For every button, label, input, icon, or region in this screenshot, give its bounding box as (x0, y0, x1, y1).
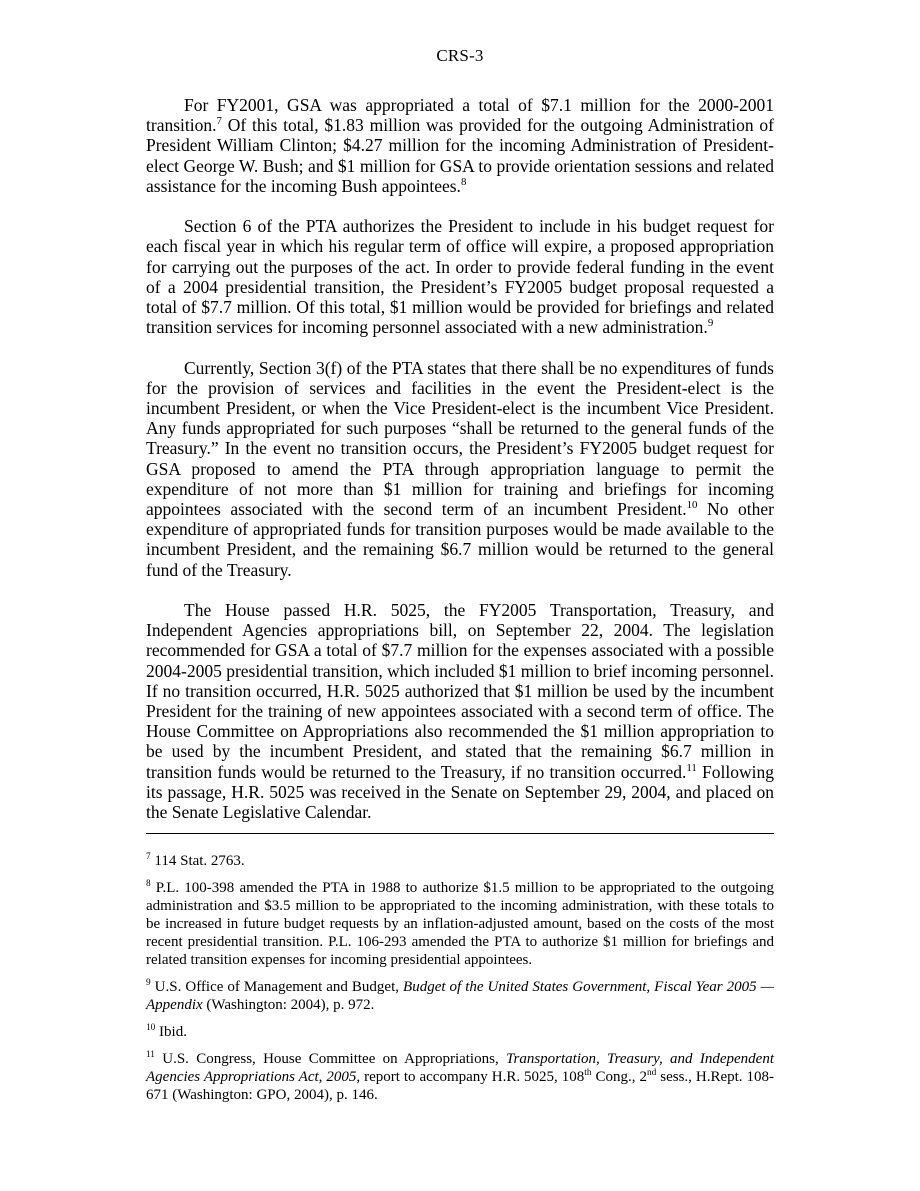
footnote-ref-8: 8 (460, 175, 467, 188)
paragraph-fy2001: For FY2001, GSA was appropriated a total of $7.1 million for the 2000-2001 transition.$^7$ Of this total, $1.83 million was provided for the outgoing Administration of President William Clinton; $4.27 million for the incoming Administration of President-elect George W. Bush; and $1 million for GSA to provide orientation sessions and related assistance for the incoming Bush appointees.$^8$ (146, 95, 774, 196)
footnote-ref-9: 9 (707, 317, 714, 330)
page-header: CRS-3 (436, 46, 484, 65)
footnote-9: $^9$ U.S. Office of Management and Budget, Budget of the United States Government, Fiscal Year 2005 — Appendix (Washington: 2004), p. 972. (146, 978, 774, 1013)
paragraph-section-3f: Currently, Section 3(f) of the PTA states that there shall be no expenditures of funds for the provision of services and facilities in the event the President-elect is the incumbent President, or when the Vice President-elect is the incumbent Vice President. Any funds appropriated for such purposes “shall be returned to the general funds of the Treasury.” In the event no transition occurs, the President’s FY2005 budget request for GSA proposed to amend the PTA through appropriation language to permit the expenditure of not more than $1 million for training and briefings for incoming appointees associated with the second term of an incumbent President.$^{10}$ No other expenditure of appropriated funds for transition purposes would be made available to the incumbent President, and the remaining $6.7 million would be returned to the general fund of the Treasury. (146, 357, 774, 580)
body-text (146, 95, 774, 842)
footnote-ref-10: 10 (686, 499, 698, 512)
paragraph-section-6: Section 6 of the PTA authorizes the President to include in his budget request for each fiscal year in which his regular term of office will expire, a proposed appropriation for carrying out the purposes of the act. In order to provide federal funding in the event of a 2004 presidential transition, the President’s FY2005 budget proposal requested a total of $7.7 million. Of this total, $1 million would be provided for briefings and related transition services for incoming personnel associated with a new administration.$^9$ (146, 216, 774, 338)
footnote-ref-11: 11 (686, 761, 697, 774)
footnotes (146, 852, 774, 1113)
footnote-11: $^{11}$ U.S. Congress, House Committee on Appropriations, Transportation, Treasury, and Independent Agencies Appropriations Act, 2005, report to accompany H.R. 5025, 108th Cong., 2nd sess., H.Rept. 108-671 (Washington: GPO, 2004), p. 146. (146, 1050, 774, 1103)
footnote-8: $^8$ P.L. 100-398 amended the PTA in 1988 to authorize $1.5 million to be appropriated to the outgoing administration and $3.5 million to be appropriated to the incoming administration, with these totals to be increased in future budget requests by an inflation-adjusted amount, based on the costs of the most recent presidential transition. P.L. 106-293 amended the PTA to authorize $1 million for briefings and related transition expenses for incoming presidential appointees. (146, 879, 774, 968)
footnote-7: $^7$ 114 Stat. 2763. (146, 852, 245, 869)
footnote-11-title: Transportation, Treasury, and Independent Agencies Appropriations Act, 2005, (146, 1051, 774, 1085)
paragraph-hr5025: The House passed H.R. 5025, the FY2005 Transportation, Treasury, and Independent Agencies appropriations bill, on September 22, 2004. The legislation recommended for GSA a total of $7.7 million for the expenses associated with a possible 2004-2005 presidential transition, which included $1 million to brief incoming personnel. If no transition occurred, H.R. 5025 authorized that $1 million be used by the incumbent President for the training of new appointees associated with a second term of office. The House Committee on Appropriations also recommended the $1 million appropriation to be used by the incumbent President, and stated that the remaining $6.7 million in transition funds would be returned to the Treasury, if no transition occurred.$^{11}$ Following its passage, H.R. 5025 was received in the Senate on September 29, 2004, and placed on the Senate Legislative Calendar. (146, 600, 774, 823)
footnote-10: $^{10}$ Ibid. (146, 1023, 187, 1040)
footnote-ref-7: 7 (216, 115, 222, 128)
footnote-9-title: Budget of the United States Government, Fiscal Year 2005 — Appendix (146, 979, 774, 1013)
footnote-divider (146, 833, 774, 834)
